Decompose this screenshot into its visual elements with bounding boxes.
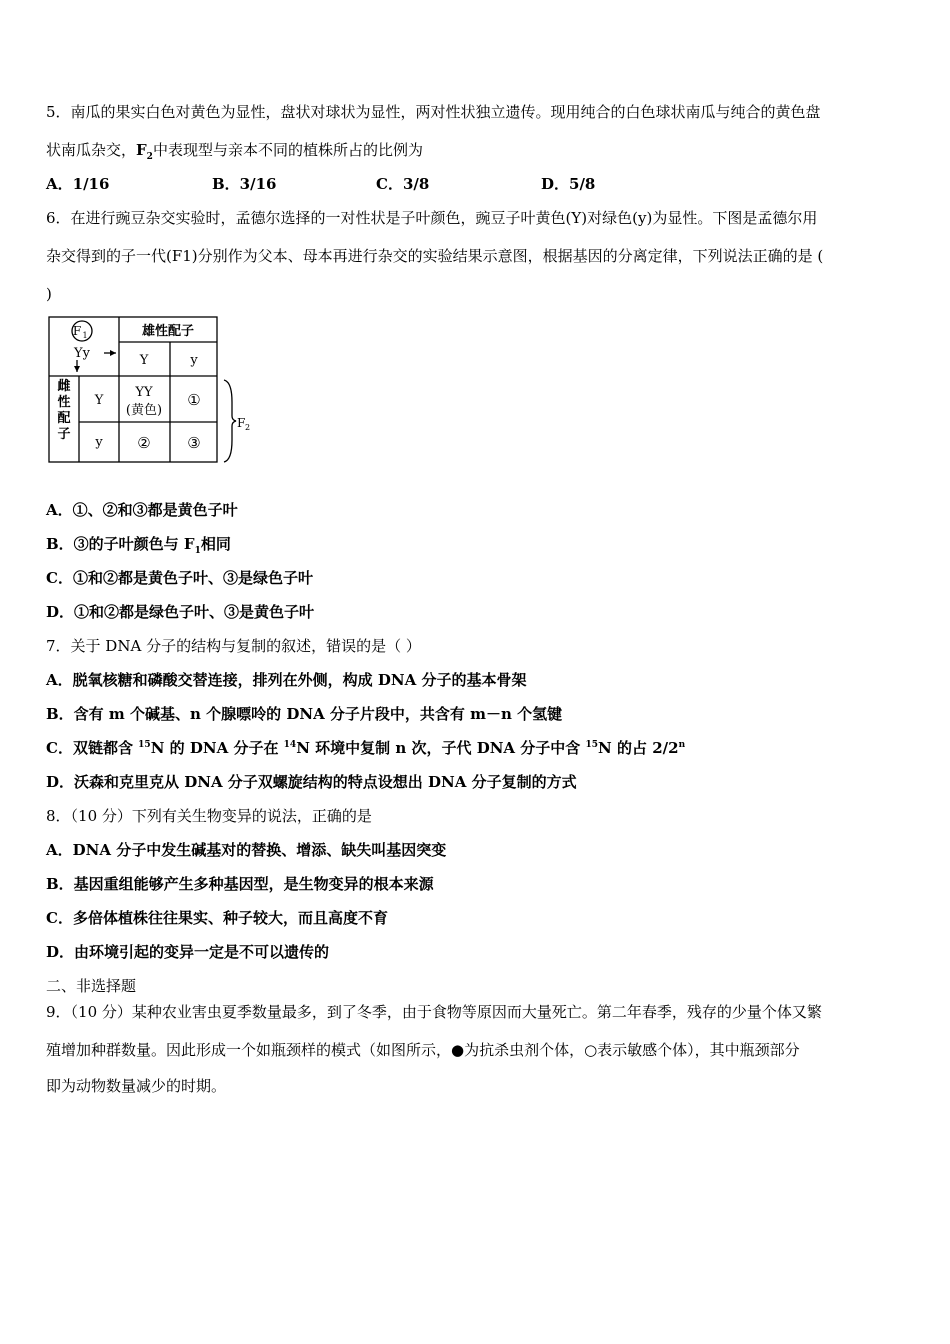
cell-3: ③ <box>187 434 201 452</box>
f1-genotype: Yy <box>74 346 90 361</box>
cell-YY-note: (黄色) <box>125 403 163 418</box>
q9-line-1: 9．（10 分）某种农业害虫夏季数量最多，到了冬季，由于食物等原因而大量死亡。第二年春季，残存的少量个体又繁 <box>46 1003 822 1021</box>
q6-option-b-a: B．③的子叶颜色与 F <box>46 535 195 553</box>
q5-option-b: B．3/16 <box>212 175 277 193</box>
q5-line-2 <box>46 140 908 160</box>
q8-option-a: A．DNA 分子中发生碱基对的替换、增添、缺失叫基因突变 <box>46 841 447 859</box>
q5-option-d: D．5/8 <box>541 175 596 193</box>
q8-stem: 8．（10 分）下列有关生物变异的说法，正确的是 <box>46 807 372 825</box>
cell-YY: YY <box>135 385 153 400</box>
q7-option-c <box>46 738 908 758</box>
q9-line-3: 即为动物数量减少的时期。 <box>46 1077 227 1095</box>
q8-option-c: C．多倍体植株往往果实、种子较大，而且高度不育 <box>46 909 388 927</box>
q7-option-b: B．含有 m 个碱基、n 个腺嘌呤的 DNA 分子片段中，共含有 m－n 个氢键 <box>46 705 563 723</box>
q7-option-c-sup2: 14 <box>283 740 297 750</box>
q6-option-b-b: 相同 <box>200 535 231 553</box>
q7-option-c-sup3: 15 <box>585 740 599 750</box>
q6-line-2: 杂交得到的子一代(F1)分别作为父本、母本再进行杂交的实验结果示意图，根据基因的分离定律，下列说法正确的是 ( <box>46 247 824 265</box>
male-gamete-header: 雄性配子 <box>141 324 195 339</box>
punnett-square-diagram <box>46 312 256 472</box>
q6-option-b <box>46 534 908 554</box>
q5-line-1: 5．南瓜的果实白色对黄色为显性，盘状对球状为显性，两对性状独立遗传。现用纯合的白色球状南瓜与纯合的黄色盘 <box>46 103 821 121</box>
q7-option-c-sup1: 15 <box>138 740 151 750</box>
q5-option-a: A．1/16 <box>46 175 110 193</box>
cell-2: ② <box>137 434 151 452</box>
q8-option-b: B．基因重组能够产生多种基因型，是生物变异的根本来源 <box>46 875 434 893</box>
f2-sub: 2 <box>245 423 251 432</box>
f2-label: F <box>237 416 246 430</box>
q7-option-c-2: N 的 DNA 分子在 <box>150 739 284 757</box>
q6-option-c: C．①和②都是黄色子叶、③是绿色子叶 <box>46 569 313 587</box>
q6-option-d: D．①和②都是绿色子叶、③是黄色子叶 <box>46 603 315 621</box>
q5-f2-sub: 2 <box>146 152 153 162</box>
male-col-y: y <box>190 353 198 368</box>
male-col-Y: Y <box>139 353 149 368</box>
q7-option-d: D．沃森和克里克从 DNA 分子双螺旋结构的特点设想出 DNA 分子复制的方式 <box>46 773 577 791</box>
q5-line-2a: 状南瓜杂交， <box>46 141 137 159</box>
female-row-y: y <box>95 435 103 450</box>
q9-line-2: 殖增加种群数量。因此形成一个如瓶颈样的模式（如图所示，●为抗杀虫剂个体，○表示敏感个体），其中瓶颈部分 <box>46 1041 800 1059</box>
female-gamete-header: 雌性配子 <box>57 379 71 442</box>
q7-option-a: A．脱氧核糖和磷酸交替连接，排列在外侧，构成 DNA 分子的基本骨架 <box>46 671 527 689</box>
q5-option-c: C．3/8 <box>376 175 430 193</box>
f1-sub: 1 <box>82 331 88 340</box>
q6-line-1: 6．在进行豌豆杂交实验时，孟德尔选择的一对性状是子叶颜色，豌豆子叶黄色(Y)对绿色(y)为显性。下图是孟德尔用 <box>46 209 818 227</box>
section-heading: 二、非选择题 <box>46 977 137 995</box>
q5-f2: F <box>136 141 147 159</box>
q6-option-b-sub: 1 <box>194 546 201 556</box>
q7-option-c-3: N 环境中复制 n 次，子代 DNA 分子中含 <box>296 739 586 757</box>
q7-option-c-sup4: n <box>678 740 686 750</box>
cell-1: ① <box>187 391 201 409</box>
q7-stem: 7．关于 DNA 分子的结构与复制的叙述，错误的是（ ） <box>46 637 421 655</box>
female-row-Y: Y <box>94 393 104 408</box>
q6-option-a: A．①、②和③都是黄色子叶 <box>46 501 238 519</box>
q7-option-c-4: N 的占 2/2 <box>598 739 679 757</box>
q7-option-c-1: C．双链都含 <box>46 739 139 757</box>
f1-label: F <box>72 324 82 338</box>
q5-line-2b: 中表现型与亲本不同的植株所占的比例为 <box>152 141 423 159</box>
q6-line-3: ) <box>46 285 52 303</box>
q8-option-d: D．由环境引起的变异一定是不可以遗传的 <box>46 943 330 961</box>
